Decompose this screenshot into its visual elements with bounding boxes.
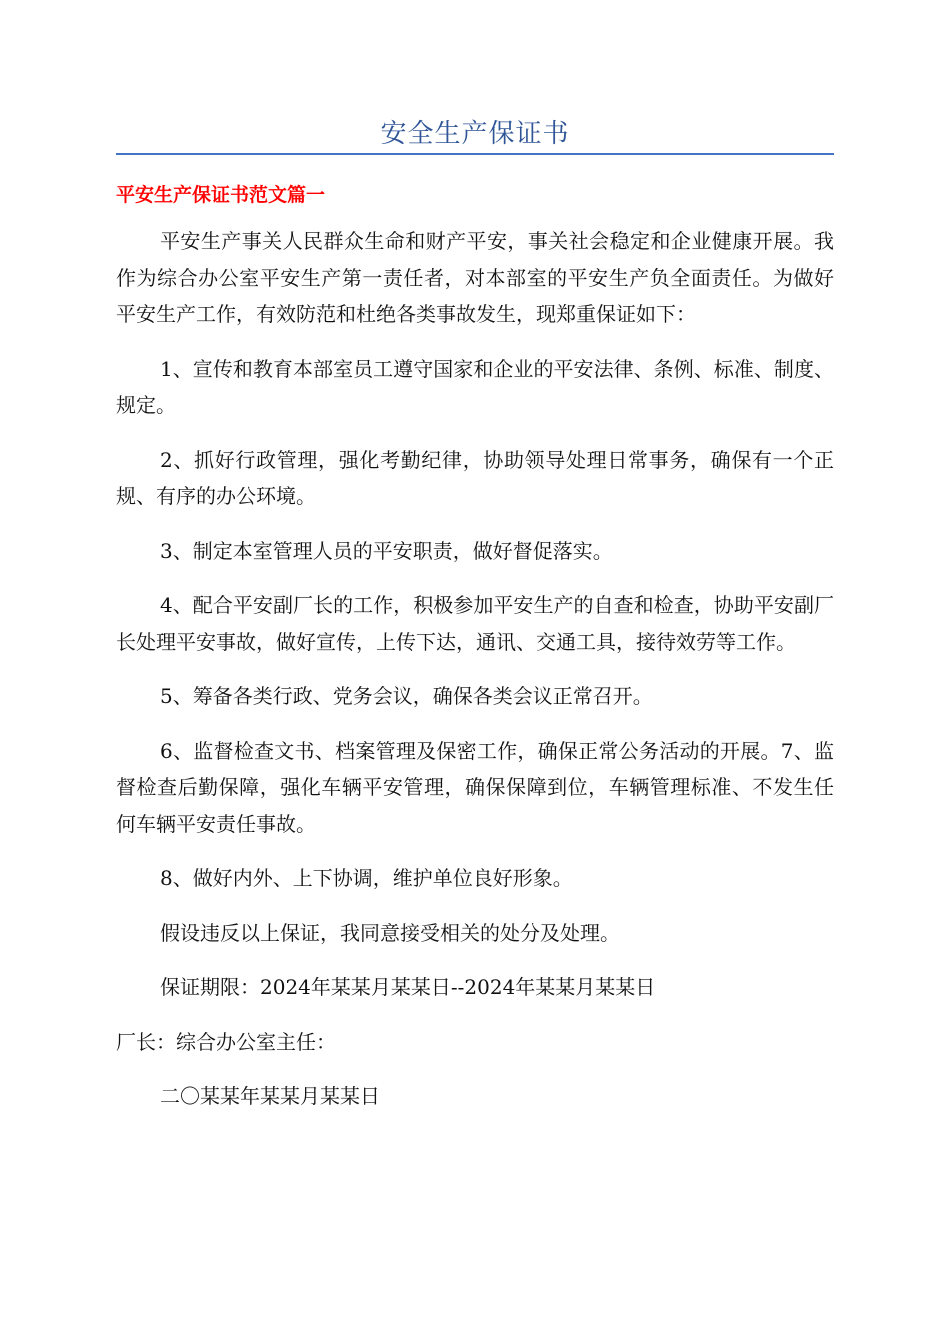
item-2-paragraph: 2、抓好行政管理，强化考勤纪律，协助领导处理日常事务，确保有一个正规、有序的办公环境。: [116, 447, 834, 508]
item-5-paragraph: 5、筹备各类行政、党务会议，确保各类会议正常召开。: [160, 684, 653, 708]
section-heading: 平安生产保证书范文篇一: [116, 184, 326, 206]
document-page: [116, 0, 834, 1344]
title-underline: [116, 153, 834, 155]
document-title: 安全生产保证书: [380, 119, 570, 149]
intro-paragraph: 平安生产事关人民群众生命和财产平安，事关社会稳定和企业健康开展。我作为综合办公室平安生产第一责任者，对本部室的平安生产负全面责任。为做好平安生产工作，有效防范和杜绝各类事故发生，现郑重保证如下：: [116, 229, 834, 326]
signature-line: 厂长：综合办公室主任：: [116, 1029, 336, 1054]
item-1-paragraph: 1、宣传和教育本部室员工遵守国家和企业的平安法律、条例、标准、制度、规定。: [116, 356, 834, 417]
item-4-paragraph: 4、配合平安副厂长的工作，积极参加平安生产的自查和检查，协助平安副厂长处理平安事故，做好宣传，上传下达，通讯、交通工具，接待效劳等工作。: [116, 593, 834, 654]
validity-period-paragraph: 保证期限：2024年某某月某某日--2024年某某月某某日: [160, 975, 656, 999]
document-body: [116, 223, 834, 1133]
item-3-paragraph: 3、制定本室管理人员的平安职责，做好督促落实。: [160, 538, 613, 563]
item-8-paragraph: 8、做好内外、上下协调，维护单位良好形象。: [160, 866, 573, 890]
item-6-7-paragraph: 6、监督检查文书、档案管理及保密工作，确保正常公务活动的开展。7、监督检查后勤保障，强化车辆平安管理，确保保障到位，车辆管理标准、不发生任何车辆平安责任事故。: [116, 738, 834, 836]
penalty-paragraph: 假设违反以上保证，我同意接受相关的处分及处理。: [160, 920, 620, 945]
date-line: 二〇某某年某某月某某日: [160, 1084, 380, 1108]
